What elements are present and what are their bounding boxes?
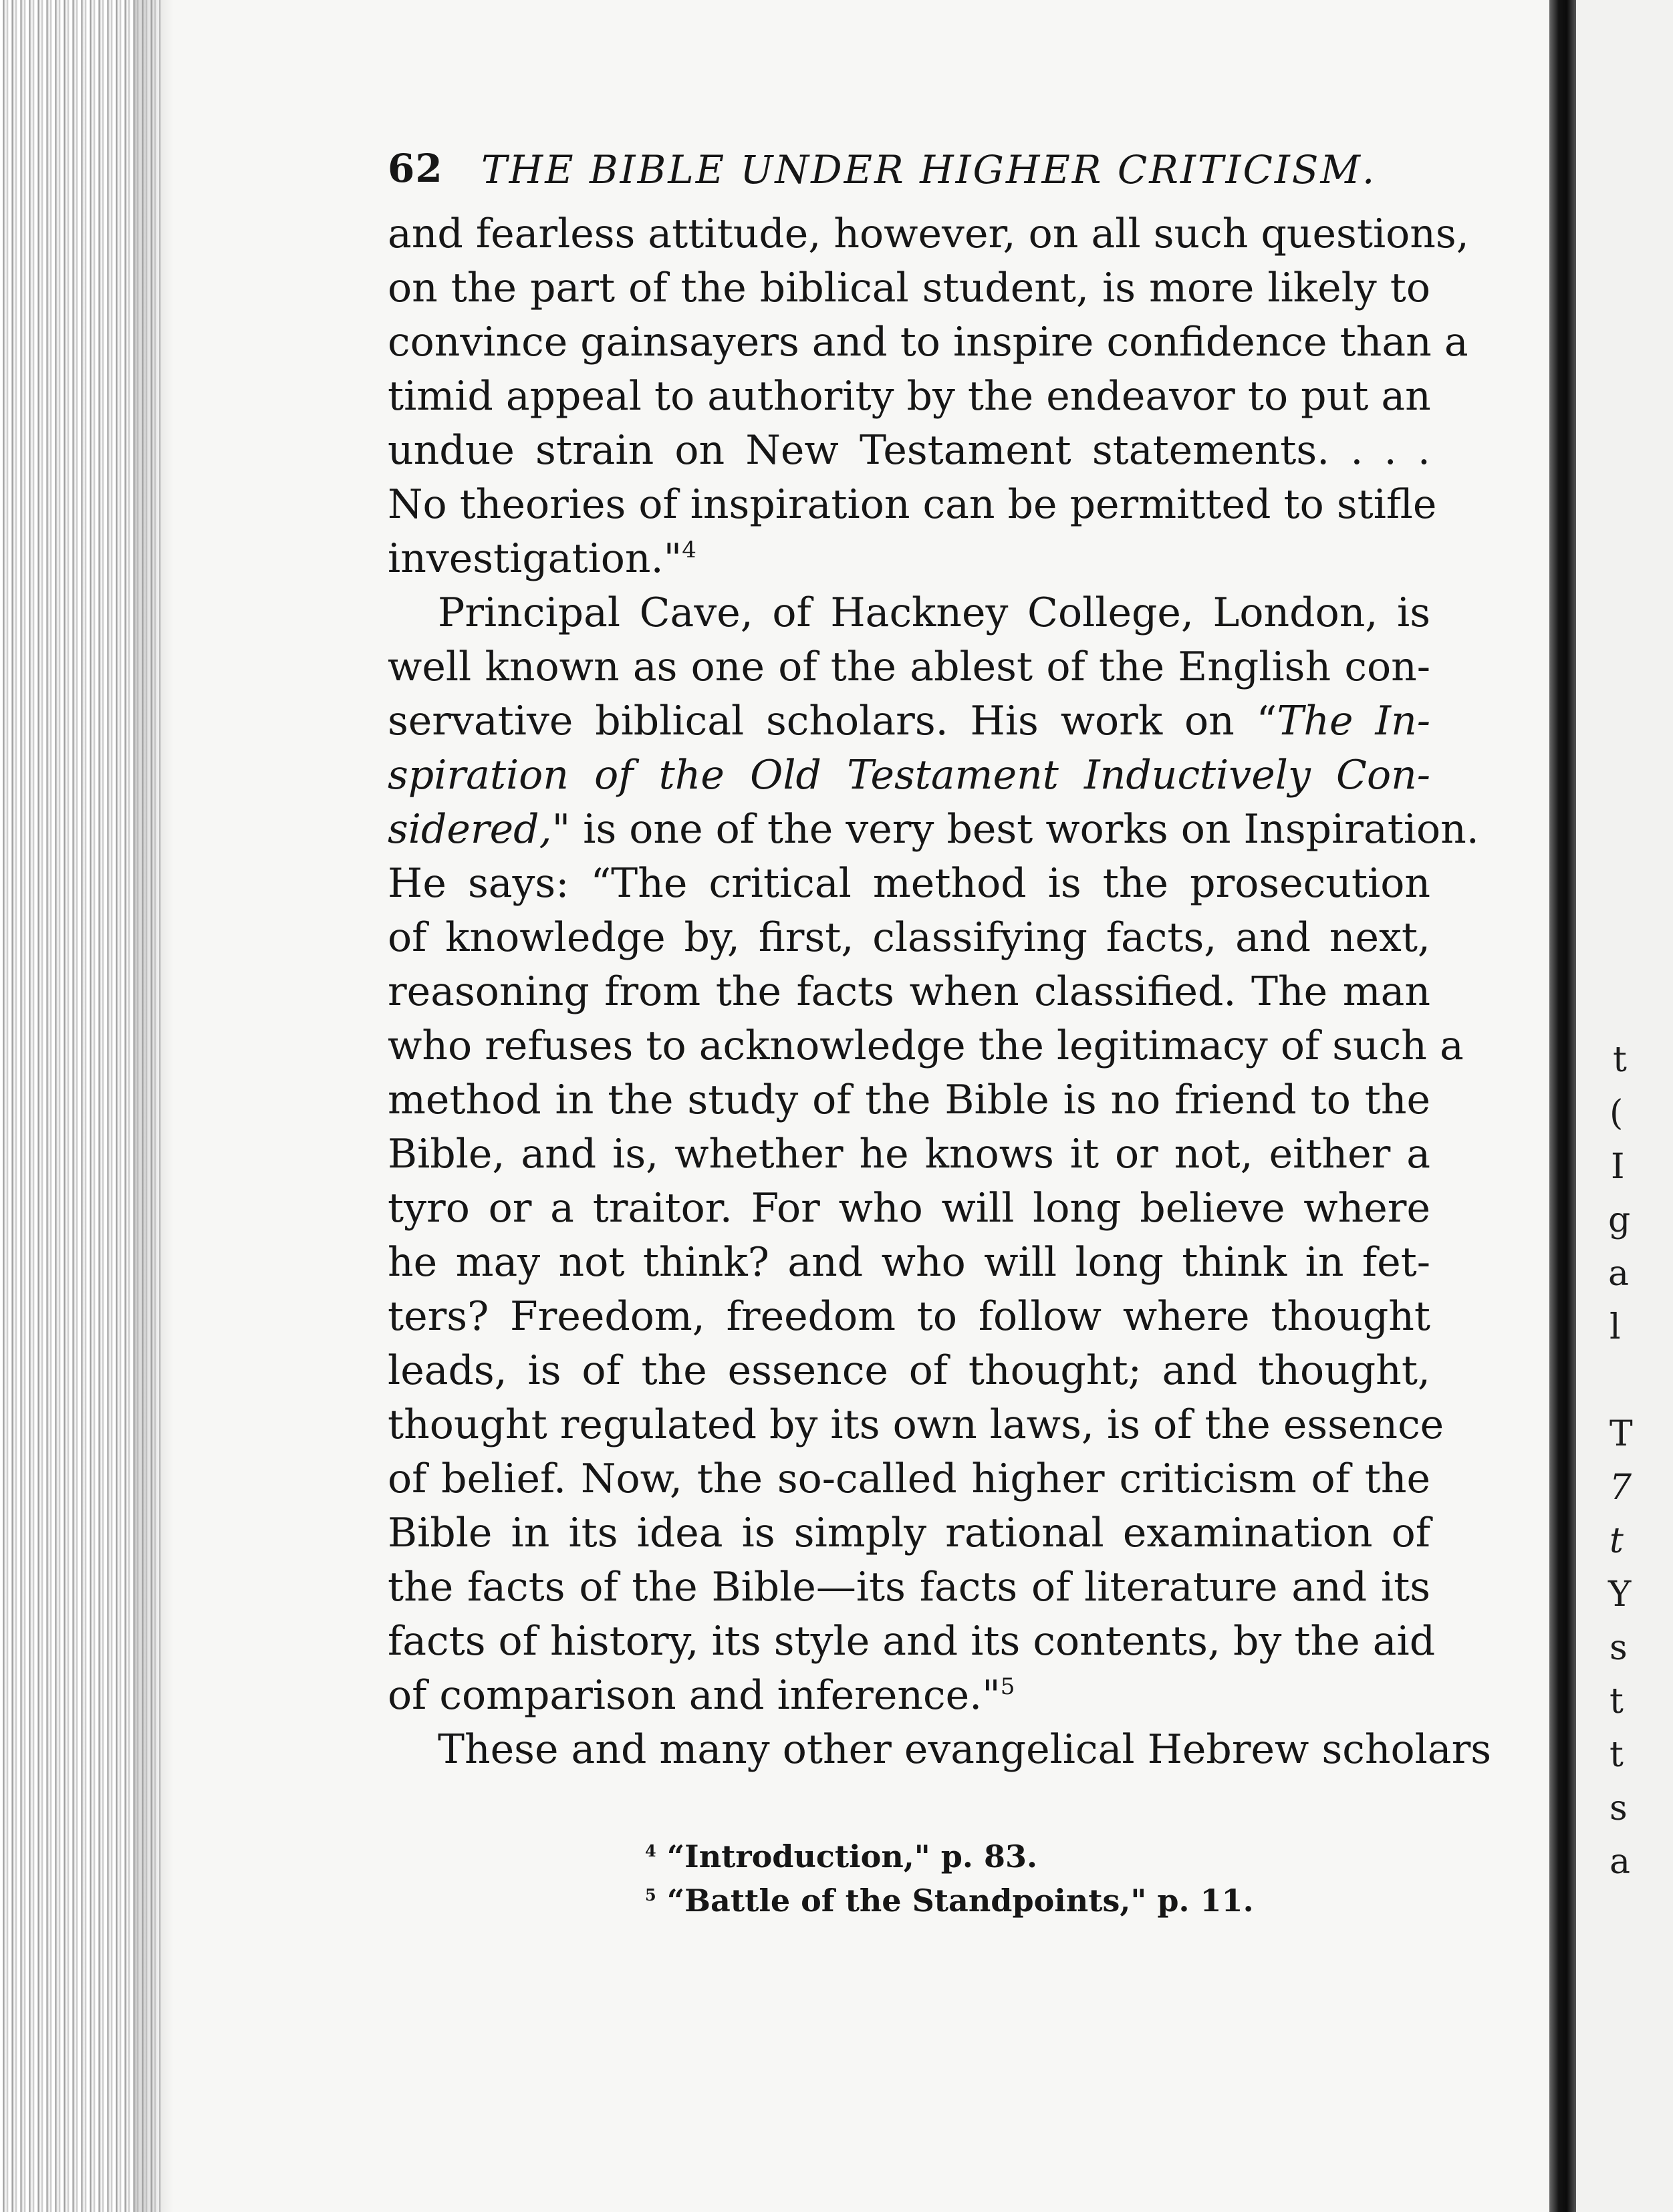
text-line [361,694,1450,748]
text-line [361,532,1450,586]
text-line: method in the study of the Bible is no friend to the [388,1077,1430,1123]
text-line: timid appeal to authority by the endeavor to put an [388,373,1431,420]
text-line: the facts of the Bible—its facts of literature and its [388,1564,1430,1611]
text-line-content: of comparison and inference." [388,1672,1001,1719]
running-head: THE BIBLE UNDER HIGHER CRITICISM. [481,147,1377,192]
text-line: well known as one of the ablest of the English con- [388,644,1430,690]
text-line: thought regulated by its own laws, is of the essence [388,1401,1444,1448]
text-line: convince gainsayers and to inspire confidence than a [388,319,1468,366]
book-title-italic: sidered, [388,806,552,853]
text-line: tyro or a traitor. For who will long believe where [388,1185,1430,1232]
text-line [361,1669,1450,1723]
facing-page-fragment: t [1610,1735,1624,1775]
page-edge-shadow [134,0,174,2212]
facing-page-fragment: a [1610,1842,1631,1882]
text-line: Bible in its idea is simply rational examination of [388,1510,1430,1556]
facing-page-fragment: ( [1610,1093,1624,1133]
text-line: leads, is of the essence of thought; and thought, [388,1347,1430,1394]
text-line: of knowledge by, first, classifying facts, and next, [388,914,1430,961]
text-line: These and many other evangelical Hebrew scholars [438,1726,1492,1773]
footnotes [361,1829,1450,1917]
facing-page-fragment: Y [1608,1574,1632,1615]
text-line: undue strain on New Testament statements. . . . [388,427,1430,474]
facing-page-fragment: t [1613,1040,1627,1080]
footnote-ref: 4 [682,537,696,563]
facing-page-fragment: t [1610,1521,1624,1561]
text-line-italic: spiration of the Old Testament Inductively Con- [388,752,1430,799]
text-line: Bible, and is, whether he knows it or not, either a [388,1131,1430,1178]
facing-page-fragment: s [1610,1628,1628,1668]
body-text [361,207,1492,1777]
facing-page-fragment: 7 [1610,1468,1632,1508]
facing-page-fragment: I [1611,1147,1625,1187]
text-line-content: " is one of the very best works on Inspiration. [551,806,1479,853]
footnote [361,1829,1450,1873]
footnote [361,1873,1450,1917]
facing-page-fragment: l [1610,1307,1621,1347]
text-line: facts of history, its style and its contents, by the aid [388,1618,1436,1665]
footnote-mark: 4 [645,1841,656,1860]
text-line-content: investigation." [388,535,682,582]
text-line: he may not think? and who will long think in fet- [388,1239,1430,1286]
text-line: and fearless attitude, however, on all such questions, [388,211,1469,257]
text-line: of belief. Now, the so-called higher criticism of the [388,1456,1430,1502]
text-line: Principal Cave, of Hackney College, London, is [438,589,1430,636]
footnote-mark: 5 [645,1885,656,1905]
facing-page-fragment: t [1610,1681,1624,1721]
text-line: ters? Freedom, freedom to follow where thought [388,1293,1430,1340]
footnote-ref: 5 [1000,1673,1015,1700]
page-number: 62 [388,146,443,191]
footnote-text: “Battle of the Standpoints," p. 11. [666,1883,1254,1919]
facing-page-fragment: T [1610,1414,1633,1454]
facing-page-fragment: a [1608,1254,1630,1294]
book-page [361,120,1492,1919]
page-header [361,120,1450,207]
text-line: He says: “The critical method is the prosecution [388,860,1430,907]
text-line [361,803,1479,857]
facing-page-fragment: s [1610,1788,1628,1828]
facing-page-edge [1576,0,1673,2212]
text-line: No theories of inspiration can be permitted to stifle [388,481,1437,528]
book-title-italic: The In- [1277,698,1430,744]
text-line: reasoning from the facts when classified. The man [388,968,1430,1015]
text-line: who refuses to acknowledge the legitimacy of such a [388,1022,1464,1069]
text-line: on the part of the biblical student, is more likely to [388,265,1430,311]
text-line-content: servative biblical scholars. His work on “ [388,698,1277,744]
footnote-text: “Introduction," p. 83. [666,1838,1037,1875]
book-gutter [1549,0,1576,2212]
facing-page-fragment: g [1608,1200,1631,1240]
